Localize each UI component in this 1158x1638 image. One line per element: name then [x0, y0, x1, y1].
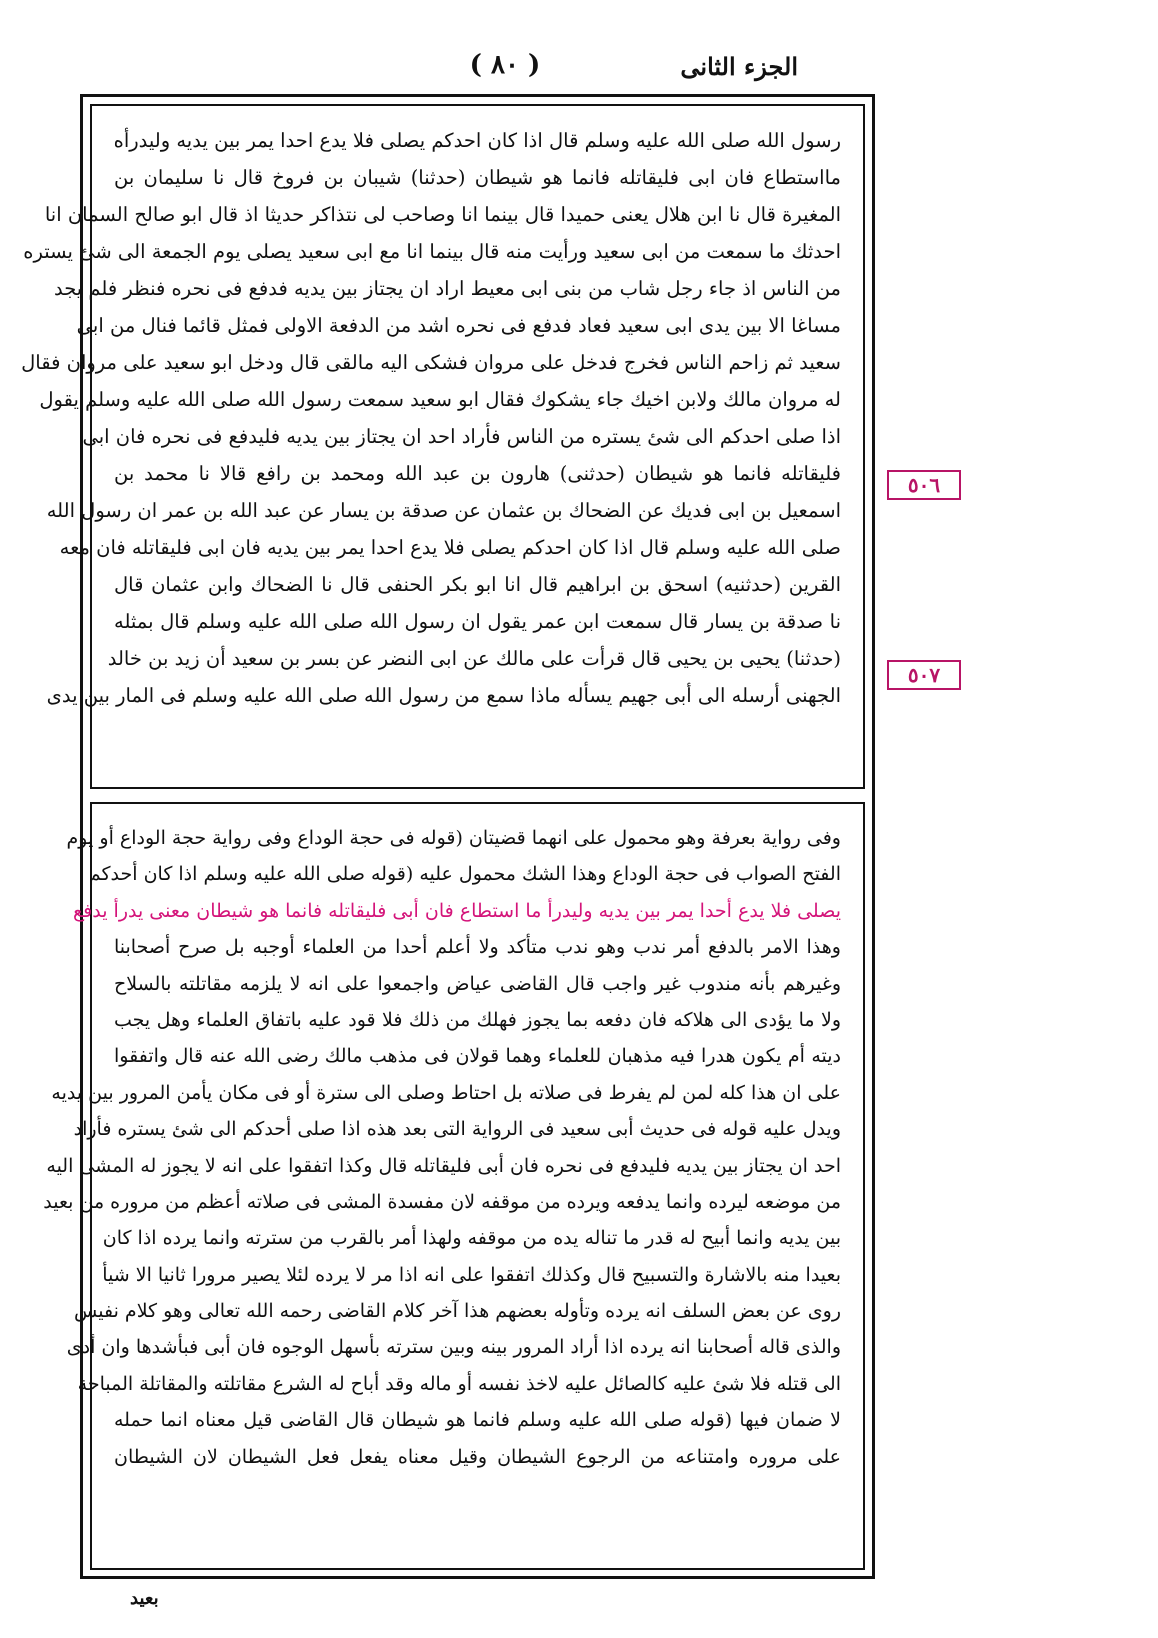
catchword: بعيد: [130, 1588, 159, 1609]
hadith-line: اذا صلى احدكم الى شئ يستره من الناس فأراد احد ان يجتاز بين يديه فليدفع فى نحره فان ابى: [82, 425, 841, 448]
commentary-line: والذى قاله أصحابنا انه يرده اذا أراد المرور بينه وبين سترته بأسهل الوجوه فان أبى فبأشدها وان أدى: [66, 1336, 841, 1359]
commentary-line: ديته أم يكون هدرا فيه مذهبان للعلماء وهما قولان فى مذهب مالك رضى الله عنه قال واتفقوا: [114, 1045, 841, 1068]
commentary-line: وفى رواية بعرفة وهو محمول على انهما قضيتان (قوله فى حجة الوداع وفى رواية حجة الوداع أو يوم: [66, 827, 841, 849]
hadith-line: نا صدقة بن يسار قال سمعت ابن عمر يقول ان رسول الله صلى الله عليه وسلم قال بمثله: [114, 610, 841, 633]
commentary-line: الى قتله فلا شئ عليه كالصائل عليه لاخذ نفسه أو ماله وقد أباح له الشرع مقاتلته والمقاتلة المباحة: [77, 1372, 841, 1395]
commentary-line: على ان هذا كله لمن لم يفرط فى صلاته بل احتاط وصلى الى سترة أو فى مكان يأمن المرور بين يديه: [51, 1081, 841, 1104]
commentary-line: الفتح الصواب فى حجة الوداع وهذا الشك محمول عليه (قوله صلى الله عليه وسلم اذا كان أحدكم: [88, 863, 841, 886]
hadith-line: رسول الله صلى الله عليه وسلم قال اذا كان احدكم يصلى فلا يدع احدا يمر بين يديه وليدرأه: [113, 129, 841, 152]
hadith-line: المغيرة قال نا ابن هلال يعنى حميدا قال بينما انا وصاحب لى نتذاكر حديثا اذ قال ابو صالح السمان انا: [44, 203, 841, 226]
page-number: ( ٨٠ ): [469, 50, 541, 80]
hadith-line: اسمعيل بن ابى فديك عن الضحاك بن عثمان عن صدقة بن يسار عن عبد الله بن عمر ان رسول الله: [46, 499, 841, 522]
commentary-line: ويدل عليه قوله فى حديث أبى سعيد فى الرواية التى بعد هذه اذا صلى أحدكم الى شئ يستره فأراد: [73, 1118, 841, 1141]
hadith-line: الجهنى أرسله الى أبى جهيم يسأله ماذا سمع من رسول الله صلى الله عليه وسلم فى المار بين يدى: [46, 684, 841, 707]
page-frame: [21, 94, 875, 1579]
commentary-line: لا ضمان فيها (قوله صلى الله عليه وسلم فانما هو شيطان قال القاضى قيل معناه انما حمله: [114, 1409, 841, 1432]
hadith-line: القرين (حدثنيه) اسحق بن ابراهيم قال انا ابو بكر الحنفى قال نا الضحاك وابن عثمان قال: [114, 573, 841, 596]
hadith-line: له مروان مالك ولابن اخيك جاء يشكوك فقال ابو سعيد سمعت رسول الله صلى الله عليه وسلم يقول: [39, 388, 841, 411]
commentary-line: يصلى فلا يدع أحدا يمر بين يديه وليدرأ ما استطاع فان أبى فليقاتله فانما هو شيطان معنى يدرأ يدفع: [73, 899, 841, 922]
hadith-line: من الناس اذ جاء رجل شاب من بنى ابى معيط اراد ان يجتاز بين يديه فدفع فى نحره فنظر فلم يجد: [53, 277, 841, 300]
commentary-text-box: [43, 802, 865, 1570]
hadith-number-506: ٥٠٦: [887, 470, 961, 500]
hadith-line: صلى الله عليه وسلم قال اذا كان احدكم يصلى فلا يدع احدا يمر بين يديه فان ابى فليقاتله فان معه: [59, 536, 841, 559]
hadith-line: مساغا الا بين يدى ابى سعيد فعاد فدفع فى نحره اشد من الدفعة الاولى فمثل قائما فنال من ابى: [76, 314, 841, 337]
header-part-title: الجزء الثانى: [680, 52, 798, 81]
hadith-line: سعيد ثم زاحم الناس فخرج فدخل على مروان فشكى اليه مالقى قال ودخل ابو سعيد على مروان فقال: [21, 351, 841, 374]
commentary-line: على مروره وامتناعه من الرجوع الشيطان وقيل معناه يفعل فعل الشيطان لان الشيطان: [114, 1445, 841, 1468]
commentary-line: ولا ما يؤدى الى هلاكه فان دفعه بما يجوز فهلك من ذلك فلا قود عليه باتفاق العلماء وهل يجب: [114, 1008, 841, 1031]
commentary-line: روى عن بعض السلف انه يرده وتأوله بعضهم هذا آخر كلام القاضى رحمه الله تعالى وهو كلام نفيس: [74, 1300, 841, 1323]
commentary-line: احد ان يجتاز بين يديه فليدفع فى نحره فان أبى فليقاتله قال وكذا اتفقوا على انه لا يجوز له المشى اليه: [46, 1154, 841, 1177]
hadith-line: فليقاتله فانما هو شيطان (حدثنى) هارون بن عبد الله ومحمد بن رافع قالا نا محمد بن: [114, 462, 841, 485]
commentary-line: وهذا الامر بالدفع أمر ندب وهو ندب متأكد ولا أعلم أحدا من العلماء أوجبه بل صرح أصحابنا: [114, 936, 841, 959]
commentary-line: وغيرهم بأنه مندوب غير واجب قال القاضى عياض واجمعوا على انه لا يلزمه مقاتلته بالسلاح: [114, 972, 841, 995]
commentary-line: من موضعه ليرده وانما يدفعه ويرده من موقفه لان مفسدة المشى فى صلاته أعظم من مروره من بعيد: [43, 1190, 841, 1213]
commentary-line: بين يديه وانما أبيح له قدر ما تناله يده من موقفه ولهذا أمر بالقرب من سترته وانما يرده اذا كان: [102, 1227, 841, 1250]
hadith-line: احدثك ما سمعت من ابى سعيد ورأيت منه قال بينما انا مع ابى سعيد يصلى يوم الجمعة الى شئ يستره: [23, 240, 841, 263]
hadith-number-507: ٥٠٧: [887, 660, 961, 690]
hadith-text-box: [21, 104, 865, 789]
hadith-line: (حدثنا) يحيى بن يحيى قال قرأت على مالك عن ابى النضر عن بسر بن سعيد أن زيد بن خالد: [107, 647, 841, 670]
hadith-line: مااستطاع فان ابى فليقاتله فانما هو شيطان (حدثنا) شيبان بن فروخ قال نا سليمان بن: [114, 166, 841, 189]
commentary-line: بعيدا منه بالاشارة والتسبيح قال وكذلك اتفقوا على انه اذا مر لا يرده لئلا يصير مرورا ثانيا الا شيأ: [102, 1263, 841, 1286]
